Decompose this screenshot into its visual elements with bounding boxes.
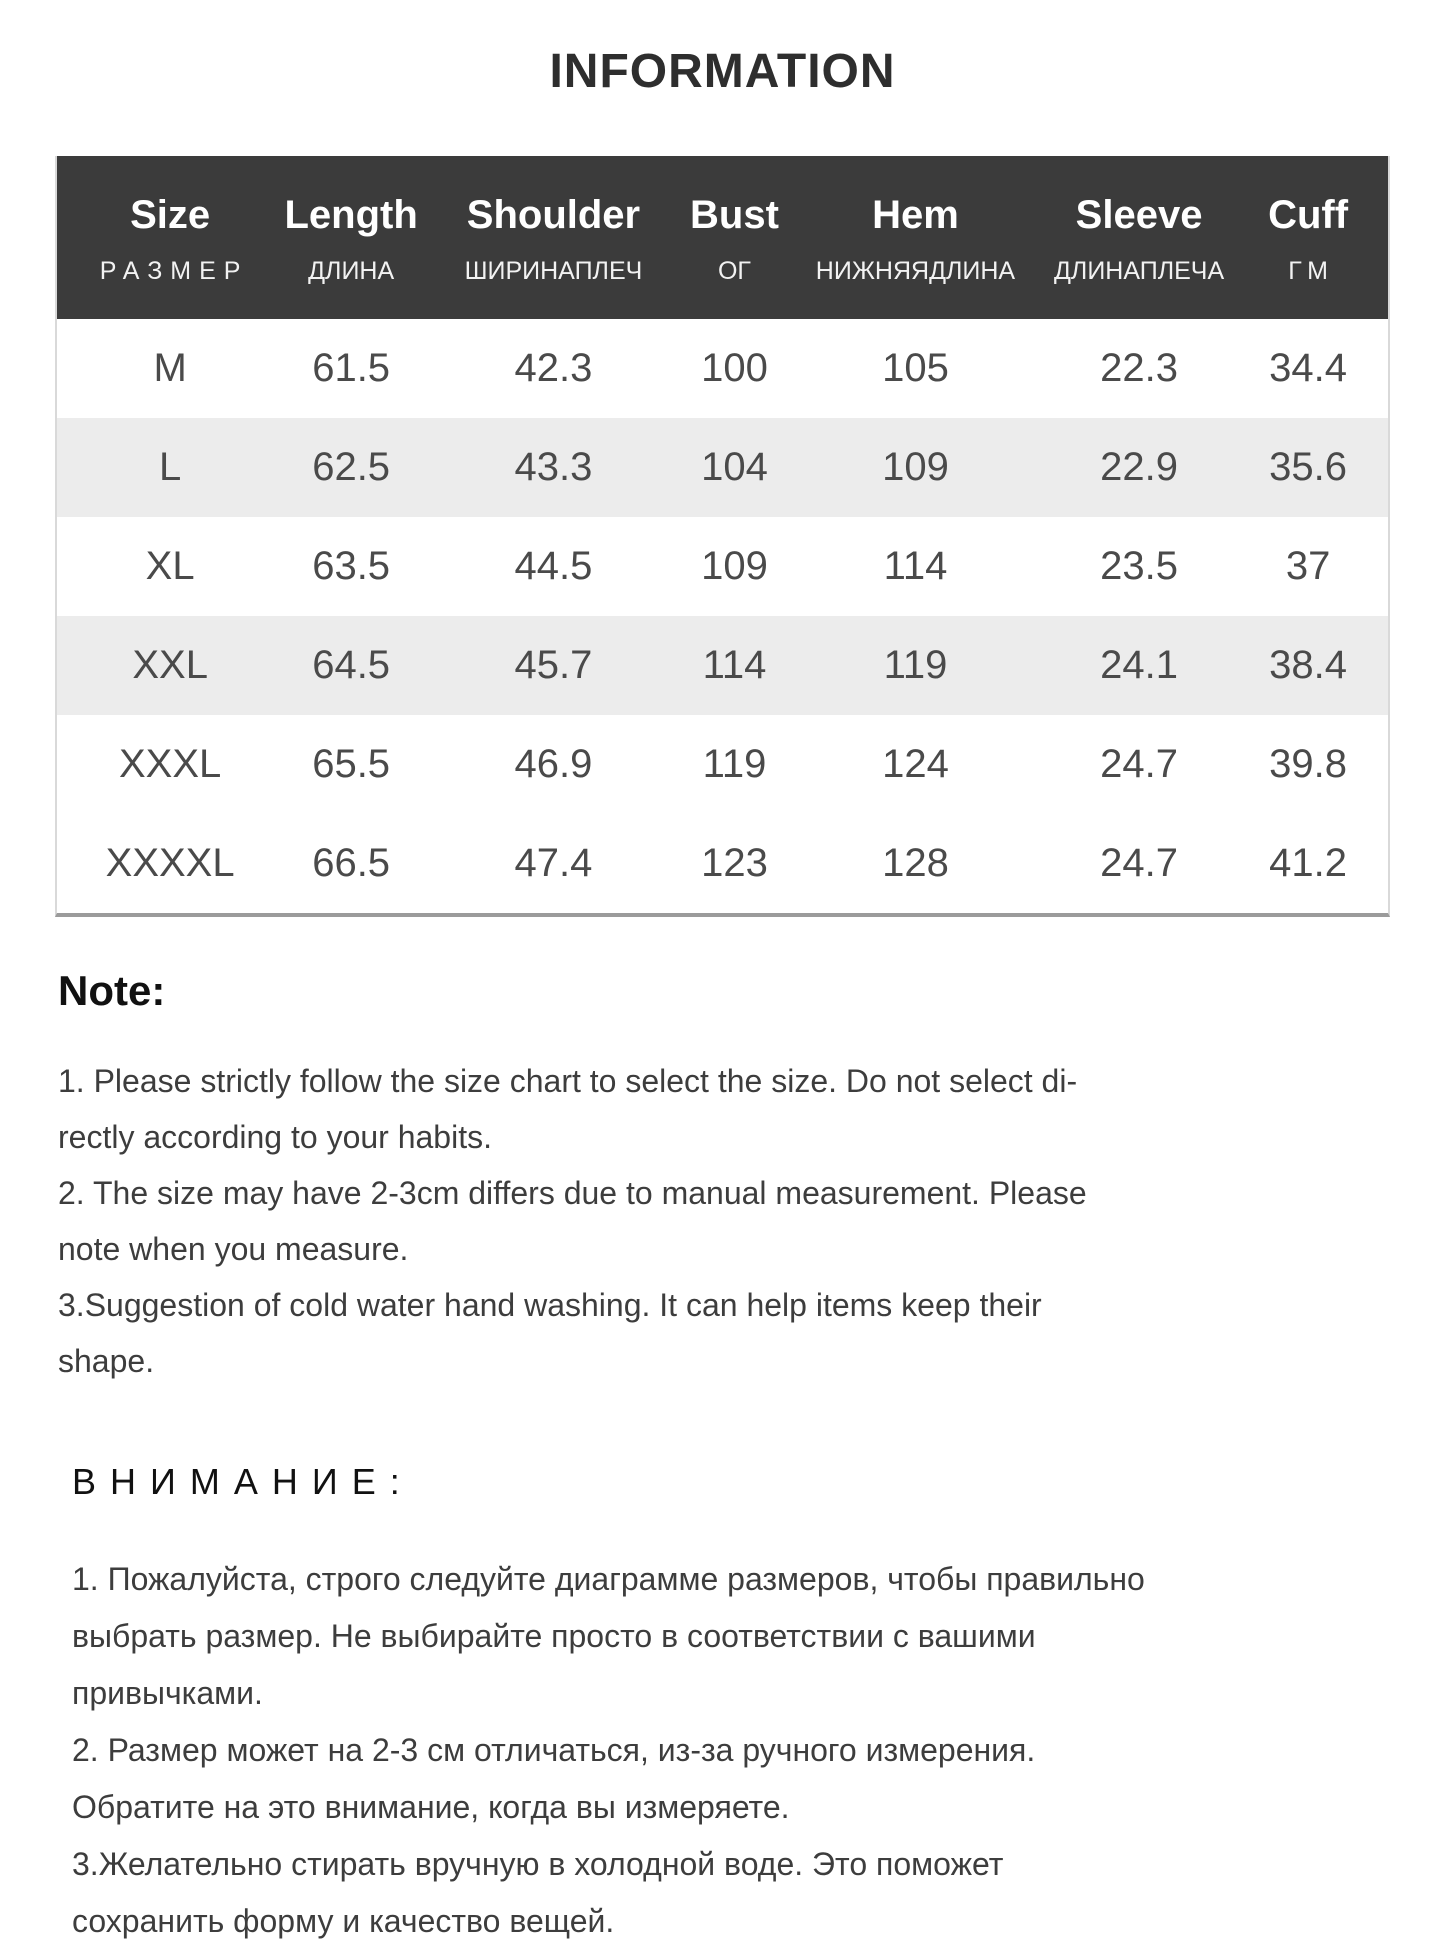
value-cell: 39.8: [1269, 742, 1348, 786]
size-cell: XXL: [132, 643, 208, 687]
value-cell: 38.4: [1269, 643, 1348, 687]
size-table: [55, 156, 1390, 917]
attention-section: [72, 1461, 1395, 1950]
text-line: выбрать размер. Не выбирайте просто в соответствии с вашими: [72, 1618, 1036, 1654]
column-label: Length: [284, 192, 418, 237]
column-header-length: [283, 179, 419, 291]
value-cell: 24.7: [1100, 841, 1178, 885]
text-line: shape.: [58, 1343, 155, 1379]
table-row: [57, 715, 1388, 814]
size-cell: M: [153, 346, 187, 390]
size-cell: XL: [145, 544, 195, 588]
value-cell: 124: [882, 742, 949, 786]
value-cell: 65.5: [312, 742, 391, 786]
note-lines: [58, 1053, 1395, 1389]
text-line: rectly according to your habits.: [58, 1119, 492, 1155]
column-label: Shoulder: [466, 192, 641, 237]
note-section: [58, 967, 1395, 1389]
text-line: привычками.: [72, 1675, 263, 1711]
column-label: Size: [130, 192, 211, 237]
value-cell: 44.5: [514, 544, 593, 588]
column-sublabel: ОГ: [717, 256, 751, 285]
value-cell: 46.9: [514, 742, 593, 786]
column-sublabel: РАЗМЕР: [99, 256, 249, 285]
value-cell: 24.7: [1100, 742, 1178, 786]
table-row: [57, 814, 1388, 913]
text-line: 2. Размер может на 2-3 см отличаться, из-за ручного измерения.: [72, 1732, 1036, 1768]
column-sublabel: ГМ: [1288, 256, 1334, 285]
text-line: 2. The size may have 2-3cm differs due to manual measurement. Please: [58, 1175, 1087, 1211]
page-title: INFORMATION: [549, 45, 896, 98]
value-cell: 22.3: [1100, 346, 1178, 390]
column-sublabel: НИЖНЯЯДЛИНА: [815, 256, 1016, 285]
value-cell: 24.1: [1100, 643, 1178, 687]
column-header-cuff: [1228, 179, 1388, 291]
column-header-bust: [688, 179, 781, 291]
column-header-shoulder: [419, 179, 688, 291]
value-cell: 66.5: [312, 841, 391, 885]
value-cell: 64.5: [312, 643, 391, 687]
text-line: сохранить форму и качество вещей.: [72, 1903, 615, 1939]
table-row: [57, 616, 1388, 715]
column-sublabel: ДЛИНА: [308, 256, 395, 285]
size-cell: XXXXL: [105, 841, 235, 885]
value-cell: 123: [701, 841, 768, 885]
value-cell: 114: [702, 643, 767, 687]
value-cell: 119: [702, 742, 767, 786]
value-cell: 22.9: [1100, 445, 1178, 489]
size-table-body: [57, 319, 1388, 913]
column-sublabel: ШИРИНАПЛЕЧ: [464, 256, 643, 285]
column-header-hem: [781, 179, 1050, 291]
value-cell: 37: [1285, 544, 1331, 588]
size-cell: XXXL: [118, 742, 222, 786]
value-cell: 45.7: [514, 643, 593, 687]
value-cell: 119: [883, 643, 948, 687]
text-line: 3.Suggestion of cold water hand washing. It can help items keep their: [58, 1287, 1042, 1323]
value-cell: 42.3: [514, 346, 593, 390]
column-header-size: [57, 179, 283, 291]
column-label: Cuff: [1268, 192, 1349, 237]
table-row: [57, 517, 1388, 616]
value-cell: 43.3: [514, 445, 593, 489]
table-row: [57, 319, 1388, 418]
text-line: Обратите на это внимание, когда вы измеряете.: [72, 1789, 790, 1825]
column-header-sleeve: [1050, 179, 1228, 291]
text-line: note when you measure.: [58, 1231, 409, 1267]
attention-lines: [72, 1551, 1395, 1950]
value-cell: 63.5: [312, 544, 391, 588]
value-cell: 62.5: [312, 445, 391, 489]
value-cell: 47.4: [514, 841, 593, 885]
value-cell: 109: [882, 445, 949, 489]
column-label: Bust: [690, 192, 779, 237]
value-cell: 35.6: [1269, 445, 1348, 489]
value-cell: 114: [883, 544, 948, 588]
value-cell: 128: [882, 841, 949, 885]
column-label: Sleeve: [1075, 192, 1203, 237]
value-cell: 34.4: [1269, 346, 1348, 390]
value-cell: 105: [882, 346, 949, 390]
column-sublabel: ДЛИНАПЛЕЧА: [1053, 256, 1225, 285]
value-cell: 61.5: [312, 346, 391, 390]
attention-heading: ВНИМАНИЕ:: [72, 1461, 414, 1502]
value-cell: 41.2: [1269, 841, 1348, 885]
value-cell: 100: [701, 346, 768, 390]
text-line: 1. Пожалуйста, строго следуйте диаграмме размеров, чтобы правильно: [72, 1561, 1145, 1597]
note-heading: Note:: [58, 967, 166, 1014]
text-line: 3.Желательно стирать вручную в холодной воде. Это поможет: [72, 1846, 1004, 1882]
size-cell: L: [159, 445, 182, 489]
value-cell: 104: [701, 445, 768, 489]
value-cell: 23.5: [1100, 544, 1178, 588]
table-row: [57, 418, 1388, 517]
text-line: 1. Please strictly follow the size chart to select the size. Do not select di-: [58, 1063, 1078, 1099]
column-label: Hem: [872, 192, 959, 237]
value-cell: 109: [701, 544, 768, 588]
size-table-header: [57, 156, 1388, 319]
